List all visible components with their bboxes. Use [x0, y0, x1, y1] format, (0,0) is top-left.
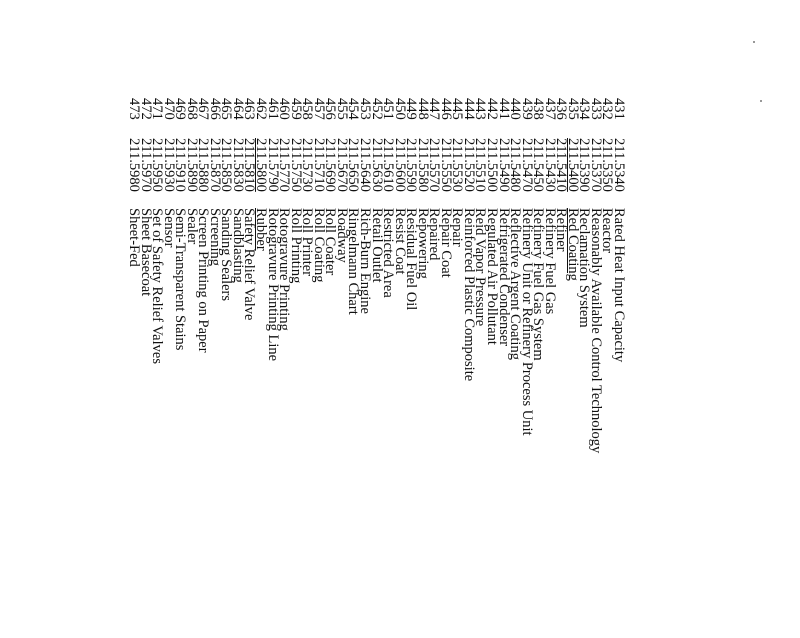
defined-term: Reclamation System [576, 208, 593, 328]
row-number: 471 [149, 98, 166, 120]
section-number: 211.5950 [149, 138, 166, 192]
defined-term: Screening [206, 208, 223, 266]
row-number: 445 [449, 98, 466, 120]
row-number: 465 [218, 98, 235, 120]
row-number: 444 [460, 98, 477, 120]
section-number: 211.5630 [368, 138, 385, 192]
row-number: 454 [345, 98, 362, 120]
row-number: 450 [391, 98, 408, 120]
defined-term: Screen Printing on Paper [195, 208, 212, 353]
section-number: 211.5350 [599, 138, 616, 192]
section-number: 211.5670 [333, 138, 350, 192]
row-number: 470 [160, 98, 177, 120]
row-number: 440 [507, 98, 524, 120]
defined-term: Rotogravure Printing [276, 208, 293, 331]
row-number: 438 [530, 98, 547, 120]
defined-term: Rotogravure Printing Line [264, 208, 281, 362]
scan-speck [753, 41, 755, 43]
row-number: 472 [137, 98, 154, 120]
section-number: 211.5970 [137, 138, 154, 192]
row-number: 446 [437, 98, 454, 120]
defined-term: Refinery Unit or Refinery Process Unit [518, 208, 535, 436]
section-number: 211.5510 [472, 138, 489, 192]
section-number: 211.5790 [264, 138, 281, 192]
section-number: 211.5870 [206, 138, 223, 192]
defined-term: Sheet Basecoat [137, 208, 154, 297]
row-number: 435 [564, 98, 581, 120]
section-number: 211.5520 [460, 138, 477, 192]
defined-term: Roadway [333, 208, 350, 263]
defined-term: Sanding Sealers [218, 208, 235, 302]
section-number: 211.5530 [449, 138, 466, 192]
row-number: 461 [264, 98, 281, 120]
section-number: 211.5390 [576, 138, 593, 192]
defined-term: Repair [449, 208, 466, 247]
section-number: 211.5550 [437, 138, 454, 192]
section-number: 211.5750 [287, 138, 304, 192]
row-number: 468 [183, 98, 200, 120]
section-number: 211.5770 [276, 138, 293, 192]
defined-term: Roll Coater [322, 208, 339, 276]
defined-term: Residual Fuel Oil [403, 208, 420, 311]
defined-term: Reinforced Plastic Composite [460, 208, 477, 382]
definitions-list [126, 98, 627, 638]
defined-term: Repair Coat [437, 208, 454, 278]
defined-term: Reflective Argent Coating [507, 208, 524, 360]
section-number: 211.5850 [218, 138, 235, 192]
row-number: 434 [576, 98, 593, 120]
row-number: 447 [426, 98, 443, 120]
section-number: 211.5430 [541, 138, 558, 192]
defined-term: Sheet-Fed [126, 208, 143, 267]
section-number: 211.5610 [380, 138, 397, 192]
defined-term: Sandblasting [229, 208, 246, 283]
row-number: 442 [483, 98, 500, 120]
defined-term: Semi-Transparent Stains [172, 208, 189, 351]
defined-term: Rich-Burn Engine [356, 208, 373, 314]
section-number: 211.5930 [160, 138, 177, 192]
defined-term: Set of Safety Relief Valves [149, 208, 166, 364]
defined-term: Safety Relief Valve [241, 208, 258, 321]
section-number: 211.5800 [253, 138, 270, 192]
section-number: 211.5340 [611, 138, 627, 192]
defined-term: Sensor [160, 208, 177, 248]
defined-term: Reasonably Available Control Technology [587, 208, 604, 454]
section-number: 211.5600 [391, 138, 408, 192]
row-number: 453 [356, 98, 373, 120]
row-number: 466 [206, 98, 223, 120]
defined-term: Regulated Air Pollutant [483, 208, 500, 345]
section-number: 211.5480 [507, 138, 524, 192]
section-number: 211.5810 [241, 138, 258, 192]
section-number: 211.5880 [195, 138, 212, 192]
row-number: 443 [472, 98, 489, 120]
row-number: 456 [322, 98, 339, 120]
defined-term: Refinery Fuel Gas [541, 208, 558, 315]
defined-term: Refrigerated Condenser [495, 208, 512, 347]
defined-term: Refinery Fuel Gas System [530, 208, 547, 361]
row-number: 458 [299, 98, 316, 120]
defined-term: Repowering [414, 208, 431, 279]
definition-row [126, 98, 143, 638]
section-number: 211.5710 [310, 138, 327, 192]
section-number: 211.5490 [495, 138, 512, 192]
row-number: 469 [172, 98, 189, 120]
row-number: 464 [229, 98, 246, 120]
row-number: 439 [518, 98, 535, 120]
defined-term: Roll Coating [310, 208, 327, 283]
row-number: 457 [310, 98, 327, 120]
section-number: 211.5470 [518, 138, 535, 192]
row-number: 473 [126, 98, 143, 120]
defined-term: Rubber [253, 208, 270, 251]
scan-speck [760, 100, 762, 102]
defined-term: Roll Printing [287, 208, 304, 284]
row-number: 459 [287, 98, 304, 120]
row-number: 462 [253, 98, 270, 120]
defined-term: Red Coating [564, 208, 581, 281]
section-number: 211.5370 [587, 138, 604, 192]
section-number: 211.5580 [414, 138, 431, 192]
defined-term: Reid Vapor Pressure [472, 208, 489, 327]
row-number: 449 [403, 98, 420, 120]
section-number: 211.5730 [299, 138, 316, 192]
section-number: 211.5690 [322, 138, 339, 192]
section-number: 211.5400 [564, 138, 581, 192]
row-number: 433 [587, 98, 604, 120]
defined-term: Retail Outlet [368, 208, 385, 283]
defined-term: Roll Printer [299, 208, 316, 277]
defined-term: Rated Heat Input Capacity [611, 208, 627, 363]
section-number: 211.5590 [403, 138, 420, 192]
row-number: 452 [368, 98, 385, 120]
section-number: 211.5450 [530, 138, 547, 192]
defined-term: Refiner [553, 208, 570, 252]
row-number: 437 [541, 98, 558, 120]
row-number: 436 [553, 98, 570, 120]
row-number: 467 [195, 98, 212, 120]
row-number: 431 [611, 98, 627, 120]
section-number: 211.5910 [172, 138, 189, 192]
row-number: 448 [414, 98, 431, 120]
section-number: 211.5650 [345, 138, 362, 192]
defined-term: Repaired [426, 208, 443, 261]
section-number: 211.5500 [483, 138, 500, 192]
section-number: 211.5640 [356, 138, 373, 192]
defined-term: Sealer [183, 208, 200, 245]
row-number: 455 [333, 98, 350, 120]
section-number: 211.5890 [183, 138, 200, 192]
row-number: 441 [495, 98, 512, 120]
section-number: 211.5980 [126, 138, 143, 192]
row-number: 463 [241, 98, 258, 120]
section-number: 211.5410 [553, 138, 570, 192]
defined-term: Restricted Area [380, 208, 397, 298]
section-number: 211.5570 [426, 138, 443, 192]
defined-term: Ringelmann Chart [345, 208, 362, 315]
row-number: 451 [380, 98, 397, 120]
row-number: 460 [276, 98, 293, 120]
defined-term: Resist Coat [391, 208, 408, 275]
defined-term: Reactor [599, 208, 616, 254]
section-number: 211.5830 [229, 138, 246, 192]
row-number: 432 [599, 98, 616, 120]
